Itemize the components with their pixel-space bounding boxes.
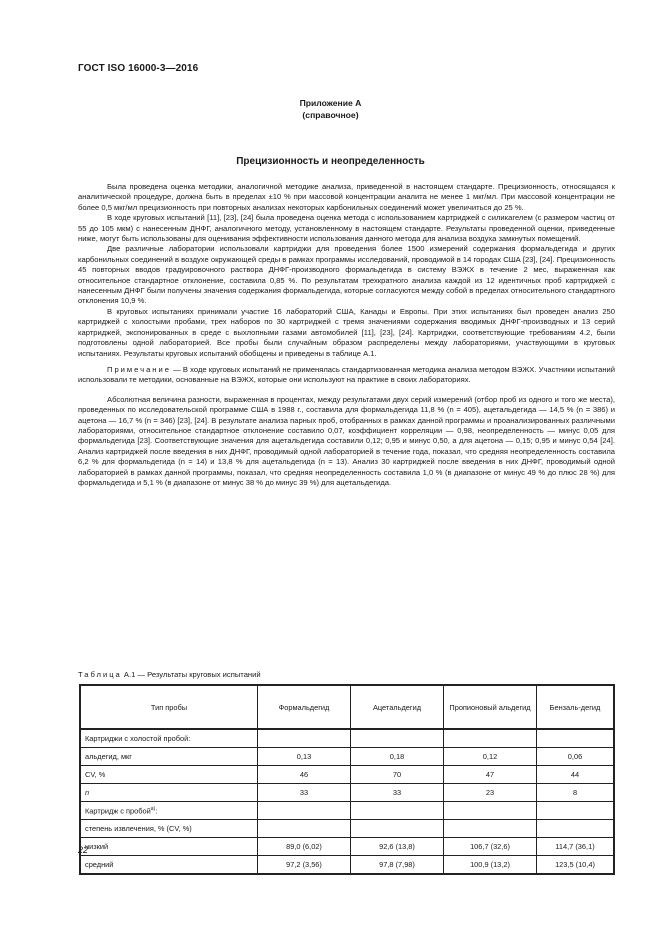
paragraph-3: Две различные лаборатории использовали картриджи для проведения более 1500 измерений содержания формальдегида и других карбонильных соединений в воздухе окружающей среды в рамках программы исследований, проводимой в 14 городах США [23], [24]. Прецизионность 45 повторных вводов градуировочного раствора ДНФГ-производного формальдегида в систему ВЭЖХ в течение 2 мес, выраженная как относительное стандартное отклонение, составила 0,85 %. По результатам трехкратного анализа каждой из 12 идентичных проб картриджей с нанесенным ДНФГ были получены значения содержания формальдегида, которые согласуются между собой в пределах относительного стандартного отклонения 10,9 %. bbox=[78, 244, 615, 306]
paragraph-2: В ходе круговых испытаний [11], [23], [24] была проведена оценка метода с использованием картриджей с силикагелем (с размером частиц от 55 до 105 мкм) с нанесенным ДНФГ, аналогичного методу, установленному в настоящем стандарте. Результаты проведенной оценки, приведенные ниже, могут быть использованы для оценивания эффективности использования данного метода для анализа воздуха замкнутых помещений. bbox=[78, 213, 615, 244]
row-label-text: Картридж с пробой bbox=[85, 806, 151, 816]
table-cell: 23 bbox=[444, 784, 537, 802]
table-cell: 0,12 bbox=[444, 748, 537, 766]
section-title: Прецизионность и неопределенность bbox=[236, 156, 425, 167]
table-row bbox=[80, 820, 614, 838]
table-caption bbox=[78, 670, 261, 679]
table-cell: 8 bbox=[537, 784, 615, 802]
body-text bbox=[78, 182, 615, 488]
table-row bbox=[80, 856, 614, 875]
table-cell: 123,5 (10,4) bbox=[537, 856, 615, 875]
table-cell: 0,13 bbox=[258, 748, 351, 766]
row-label: Картриджи с холостой пробой: bbox=[80, 729, 258, 748]
table-cell: 46 bbox=[258, 766, 351, 784]
table-cell: 0,06 bbox=[537, 748, 615, 766]
table-row bbox=[80, 802, 614, 820]
results-table bbox=[79, 684, 615, 875]
table-row bbox=[80, 784, 614, 802]
table-cell: 106,7 (32,6) bbox=[444, 838, 537, 856]
table-cell: 114,7 (36,1) bbox=[537, 838, 615, 856]
table-row bbox=[80, 729, 614, 748]
page-number: 22 bbox=[78, 845, 89, 855]
table-cell: 33 bbox=[258, 784, 351, 802]
table-cell: 70 bbox=[351, 766, 444, 784]
note-text: — В ходе круговых испытаний не применялась стандартизованная методика анализа методом ВЭЖХ. Участники испытаний использовали те методики, основанные на ВЭЖХ, которые они используют на практике в своих лабораториях. bbox=[78, 364, 615, 385]
table-cell: 0,18 bbox=[351, 748, 444, 766]
paragraph-1: Была проведена оценка методики, аналогичной методике анализа, приведенной в настоящем стандарте. Прецизионность, относящаяся к аналитической процедуре, должна быть в пределах ±10 % при массовой концентрации аналита не менее 1 мкг/мл. При массовой концентрации не более 0,5 мкг/мл прецизионность при повторных анализах некоторых карбонильных соединений может увеличиться до 25 %. bbox=[78, 182, 615, 212]
annex-status: (справочное) bbox=[302, 110, 359, 120]
row-label-end: : bbox=[155, 806, 158, 816]
table-row bbox=[80, 838, 614, 856]
footnote-marker: а) bbox=[150, 805, 156, 812]
table-cell: 92,6 (13,8) bbox=[351, 838, 444, 856]
table-cell bbox=[444, 729, 537, 748]
table-cell bbox=[258, 820, 351, 838]
table-cell: 97,2 (3,56) bbox=[258, 856, 351, 875]
table-cell bbox=[351, 820, 444, 838]
note bbox=[78, 365, 615, 386]
row-label bbox=[80, 802, 258, 820]
table-cell bbox=[444, 820, 537, 838]
table-header-row bbox=[80, 685, 614, 729]
column-header: Бензаль-дегид bbox=[537, 685, 615, 729]
table-caption-label: Таблица bbox=[78, 670, 122, 679]
paragraph-4: В круговых испытаниях принимали участие 16 лабораторий США, Канады и Европы. При этих испытаниях был проведен анализ 250 картриджей с холостыми пробами, трех наборов по 30 картриджей с тремя значениями содержания вводимых ДНФГ-производных и 13 серий картриджей, экспонированных в среде с выхлопными газами автомобилей [11], [23], [24]. Картриджи, соответствующие требованиям 4.2, были подготовлены одной лабораторией. Все пробы были случайным образом распределены между лабораториями, участвующими в круговых испытаниях. Результаты круговых испытаний обобщены и приведены в таблице А.1. bbox=[78, 306, 615, 358]
row-label: CV, % bbox=[80, 766, 258, 784]
table-cell bbox=[258, 729, 351, 748]
note-label: Примечание bbox=[107, 364, 171, 374]
paragraph-5: Абсолютная величина разности, выраженная в процентах, между результатами двух серий измерений (отбор проб из одного и того же места), проведенных по исследовательской программе США в 1988 г., составила для формальдегида 11,8 % (n = 405), ацетальдегида — 14,5 % (n = 386) и ацетона — 16,7 % (n = 346) [23], [24]. В результате анализа парных проб, отобранных в рамках данной программы и проанализированных различными лабораториями, относительное стандартное отклонение составило 0,07, коэффициент корреляции — 0,98, неопределенность — минус 0,05 для формальдегида [23]. Соответствующие значения для ацетальдегида составили 0,12; 0,95 и минус 0,50, а для ацетона — 0,15; 0,95 и минус 0,54 [24]. Анализ картриджей после введения в них ДНФГ, проводимый одной лабораторией в течение года, показал, что средняя неопределенность составила 6,2 % для формальдегида (n = 14) и 13,8 % для ацетальдегида (n = 13). Анализ 30 картриджей после введения в них ДНФГ, проводимый одной лабораторией в рамках данной программы, показал, что средняя неопределенность составила 1,0 % (в диапазоне от минус 49 % до плюс 28 %) для формальдегида и 5,1 % (в диапазоне от минус 38 % до минус 39 %) для ацетальдегида. bbox=[78, 394, 615, 487]
table-row bbox=[80, 748, 614, 766]
table-cell: 44 bbox=[537, 766, 615, 784]
table-cell bbox=[537, 820, 615, 838]
row-label: низкий bbox=[80, 838, 258, 856]
table-cell bbox=[537, 802, 615, 820]
row-label: степень извлечения, % (CV, %) bbox=[80, 820, 258, 838]
table-cell bbox=[258, 802, 351, 820]
table-cell bbox=[537, 729, 615, 748]
column-header: Тип пробы bbox=[80, 685, 258, 729]
table-cell bbox=[351, 729, 444, 748]
annex-title: Приложение А bbox=[299, 98, 362, 108]
row-label: альдегид, мкг bbox=[80, 748, 258, 766]
table-row bbox=[80, 766, 614, 784]
table-caption-text: А.1 — Результаты круговых испытаний bbox=[121, 670, 261, 679]
table-cell: 89,0 (6,02) bbox=[258, 838, 351, 856]
column-header: Ацетальдегид bbox=[351, 685, 444, 729]
table-cell: 97,8 (7,98) bbox=[351, 856, 444, 875]
document-header: ГОСТ ISO 16000-3—2016 bbox=[78, 63, 199, 74]
column-header: Формальдегид bbox=[258, 685, 351, 729]
column-header: Пропионовый альдегид bbox=[444, 685, 537, 729]
table-cell: 47 bbox=[444, 766, 537, 784]
row-label: n bbox=[80, 784, 258, 802]
table-cell bbox=[351, 802, 444, 820]
table-cell bbox=[444, 802, 537, 820]
table-cell: 100,9 (13,2) bbox=[444, 856, 537, 875]
row-label: средний bbox=[80, 856, 258, 875]
table-cell: 33 bbox=[351, 784, 444, 802]
